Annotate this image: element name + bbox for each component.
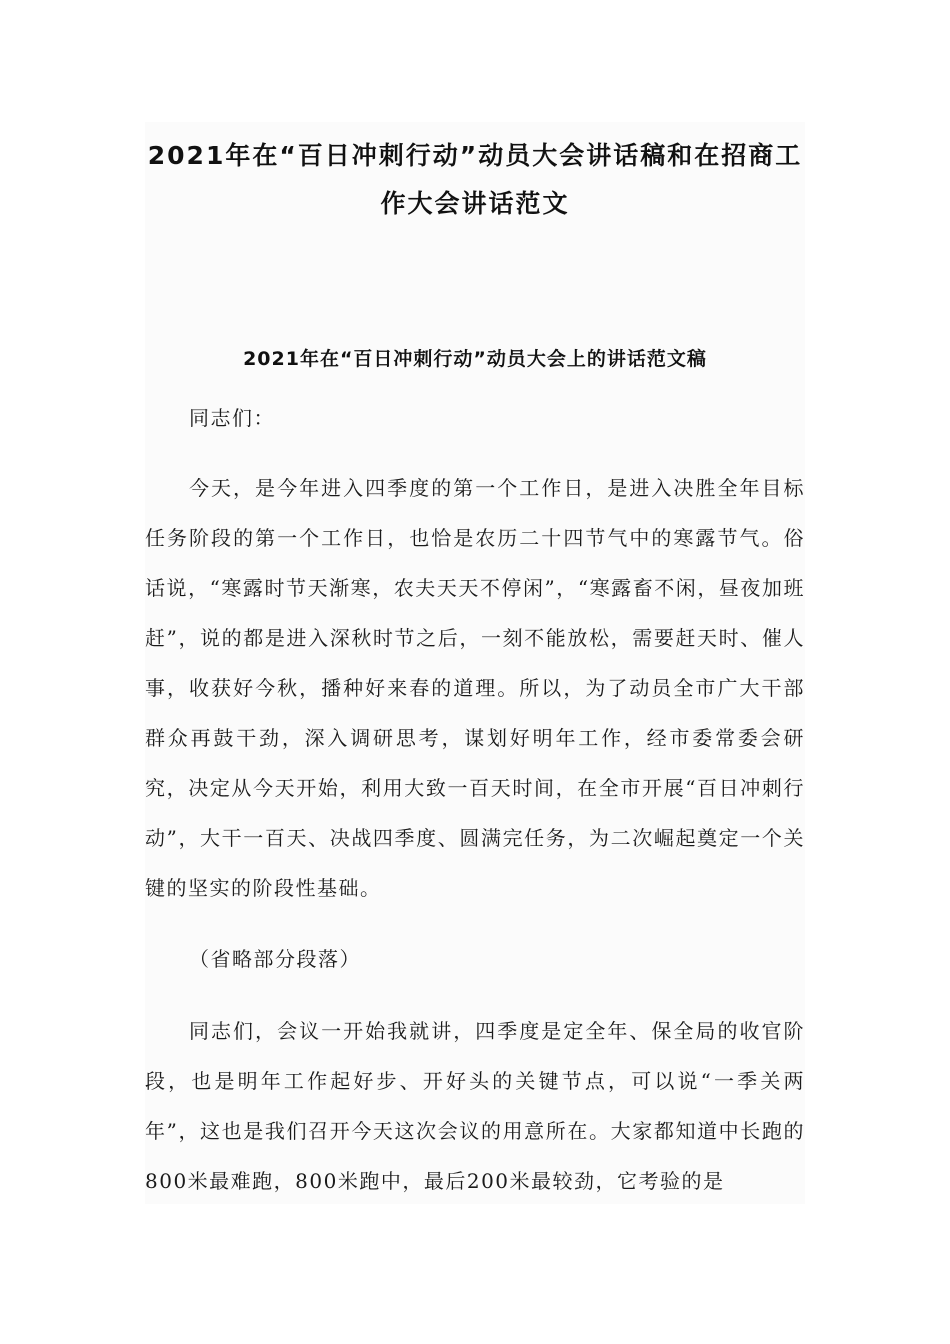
intro-paragraph: 今天，是今年进入四季度的第一个工作日，是进入决胜全年目标任务阶段的第一个工作日，也恰是农历二十四节气中的寒露节气。俗话说，“寒露时节天渐寒，农夫天天不停闲”，“寒露畜不闲，昼夜加班赶”，说的都是进入深秋时节之后，一刻不能放松，需要赶天时、催人事，收获好今秋，播种好来春的道理。所以，为了动员全市广大干部群众再鼓干劲，深入调研思考，谋划好明年工作，经市委常委会研究，决定从今天开始，利用大致一百天时间，在全市开展“百日冲刺行动”，大干一百天、决战四季度、圆满完任务，为二次崛起奠定一个关键的坚实的阶段性基础。	[145, 476, 805, 900]
document-title: 2021年在“百日冲刺行动”动员大会讲话稿和在招商工作大会讲话范文	[147, 141, 803, 218]
greeting-paragraph: 同志们：	[189, 406, 275, 430]
omitted-note: （省略部分段落）	[189, 947, 361, 971]
speech-subtitle: 2021年在“百日冲刺行动”动员大会上的讲话范文稿	[243, 347, 707, 370]
document-page	[145, 122, 805, 1204]
body-paragraph: 同志们，会议一开始我就讲，四季度是定全年、保全局的收官阶段，也是明年工作起好步、开好头的关键节点，可以说“一季关两年”，这也是我们召开今天这次会议的用意所在。大家都知道中长跑的800米最难跑，800米跑中，最后200米最较劲，它考验的是	[145, 1019, 805, 1193]
